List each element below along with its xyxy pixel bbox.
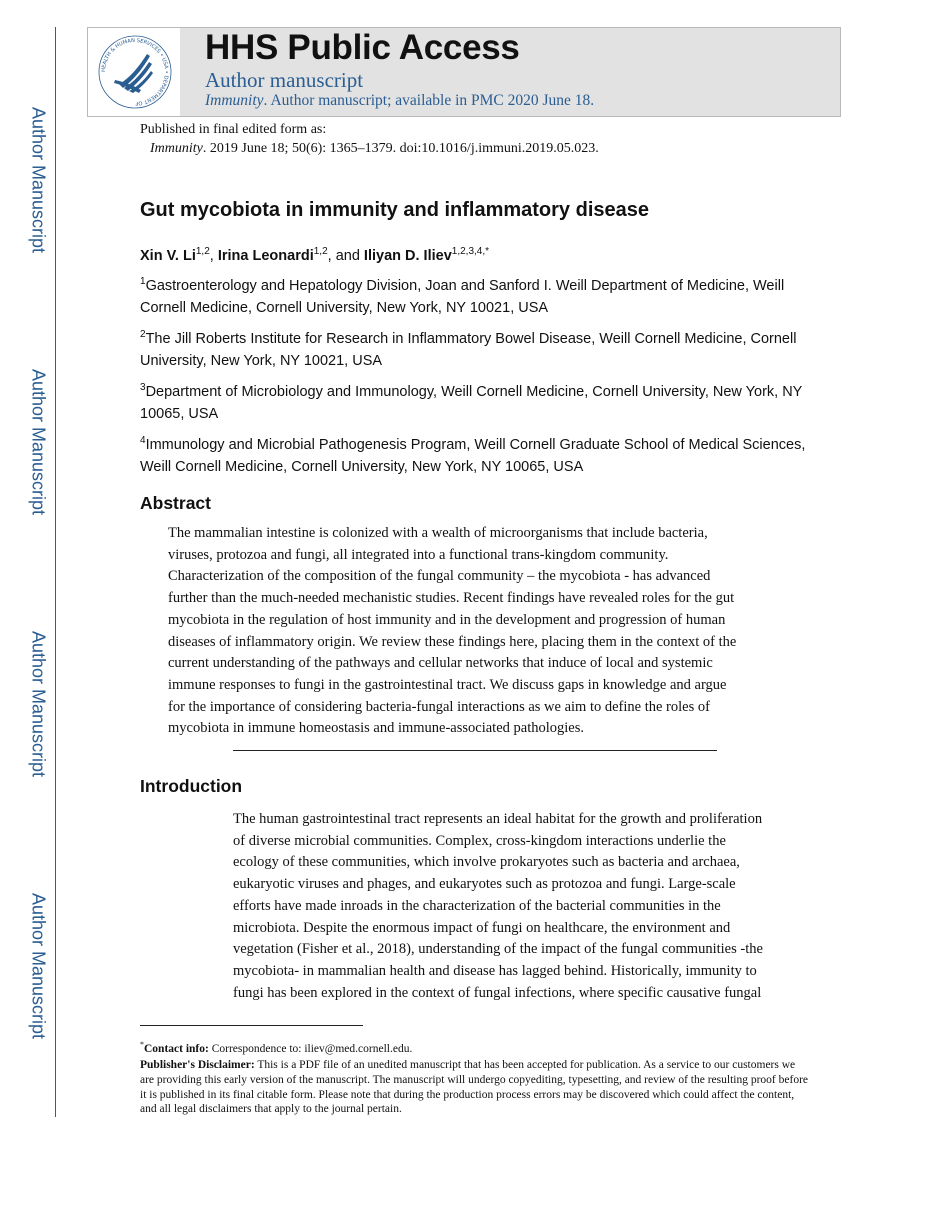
intro-line: mycobiota- in mammalian health and disease has lagged behind. Historically, immunity to [233,962,757,979]
header-availability: Immunity. Author manuscript; available in PMC 2020 June 18. [205,92,595,109]
published-citation: Immunity. 2019 June 18; 50(6): 1365–1379. doi:10.1016/j.immuni.2019.05.023. [150,141,599,156]
hhs-logo [88,28,181,116]
intro-line: vegetation (Fisher et al., 2018), understanding of the impact of the fungal communities -the [233,941,763,958]
intro-line: efforts have made inroads in the characterization of the bacterial communities in the [233,897,721,914]
author-name: Irina Leonardi [217,247,314,264]
affiliation-3: $^3$Department of Microbiology and Immunology, Weill Cornell Medicine, Cornell University, New York, NY 10065, USA [140,382,803,422]
svg-text:HEALTH & HUMAN SERVICES • USA: HEALTH & HUMAN SERVICES • USA • DEPARTMENT OF [100,37,170,107]
abstract-line: mycobiota in immune homeostasis and immune-associated pathologies. [168,720,584,737]
author-name: Iliyan D. Iliev [363,247,452,264]
header-subtitle: Author manuscript [205,68,364,92]
abstract-line: for the importance of considering bacteria-fungal interactions as we aim to define the roles of [168,698,710,715]
intro-line: The human gastrointestinal tract represents an ideal habitat for the growth and proliferation [233,811,763,827]
abstract-line: immune responses to fungi in the gastrointestinal tract. We discuss gaps in knowledge and argue [168,676,727,693]
contact-footnote: *Contact info: Correspondence to: iliev@med.cornell.edu. [140,1040,413,1055]
intro-line: ecology of these communities, which involve prokaryotes such as bacteria and archaea, [233,854,740,871]
published-label: Published in final edited form as: [140,122,327,137]
abstract-line: Characterization of the composition of the fungal community – the mycobiota - has advanced [168,568,711,585]
intro-line: eukaryotic viruses and phages, and eukaryotes such as protozoa and fungi. Large-scale [233,876,736,893]
abstract-line: viruses, protozoa and fungi, all integrated into a functional trans-kingdom community. [168,546,669,563]
abstract-line: The mammalian intestine is colonized with a wealth of microorganisms that include bacteria, [168,525,708,541]
abstract-heading: Abstract [140,493,211,513]
publisher-disclaimer: Publisher's Disclaimer: This is a PDF file of an unedited manuscript that has been accepted for publication. As a service to our customers we are providing this early version of the manuscript. The manuscript will undergo copyediting, typesetting, and review of the resulting proof before it is published in its final citable form. Please note that during the production process errors may be discovered which could affect the content, and all legal disclaimers that apply to the journal pertain. [140,1059,808,1116]
header-title: HHS Public Access [205,28,520,67]
affiliation-2: $^2$The Jill Roberts Institute for Research in Inflammatory Bowel Disease, Weill Cornell Medicine, Cornell University, New York, NY 10021, USA [140,329,797,369]
margin-rule [55,27,56,1117]
abstract-line: further than the much-needed mechanistic studies. Recent findings have revealed roles for the gut [168,590,735,607]
section-divider [233,750,717,751]
introduction-heading: Introduction [140,776,243,796]
author-name: Xin V. Li [140,247,196,264]
intro-line: microbiota. Despite the enormous impact of fungi on healthcare, the environment and [233,919,731,936]
abstract-line: mycobiota in the regulation of host immunity and in the development and progression of human [168,611,726,628]
hhs-eagle-icon [97,34,173,110]
abstract-line: current understanding of the pathways and cellular networks that induce of local and systemic [168,655,713,672]
author-list: Xin V. Li$^{1,2}$, Irina Leonardi$^{1,2}$, and Iliyan D. Iliev$^{1,2,3,4,*}$ [140,246,490,264]
hhs-header [87,27,841,117]
abstract-line: diseases of inflammatory origin. We review these findings here, placing them in the context of the [168,633,737,650]
affiliation-4: $^4$Immunology and Microbial Pathogenesis Program, Weill Cornell Graduate School of Medical Sciences, Weill Cornell Medicine, Cornell University, New York, NY 10065, USA [140,435,806,475]
affiliation-1: $^1$Gastroenterology and Hepatology Division, Joan and Sanford I. Weill Department of Medicine, Weill Cornell Medicine, Cornell University, New York, NY 10021, USA [140,276,785,316]
introduction-body [233,809,801,1004]
paper-title: Gut mycobiota in immunity and inflammatory disease [140,199,649,221]
intro-line: of diverse microbial communities. Complex, cross-kingdom interactions underlie the [233,832,726,849]
intro-line: fungi has been explored in the context of fungal infections, where specific causative fungal [233,984,762,1001]
header-text [180,28,840,116]
abstract-body [168,523,800,740]
footnote-rule [140,1025,363,1026]
